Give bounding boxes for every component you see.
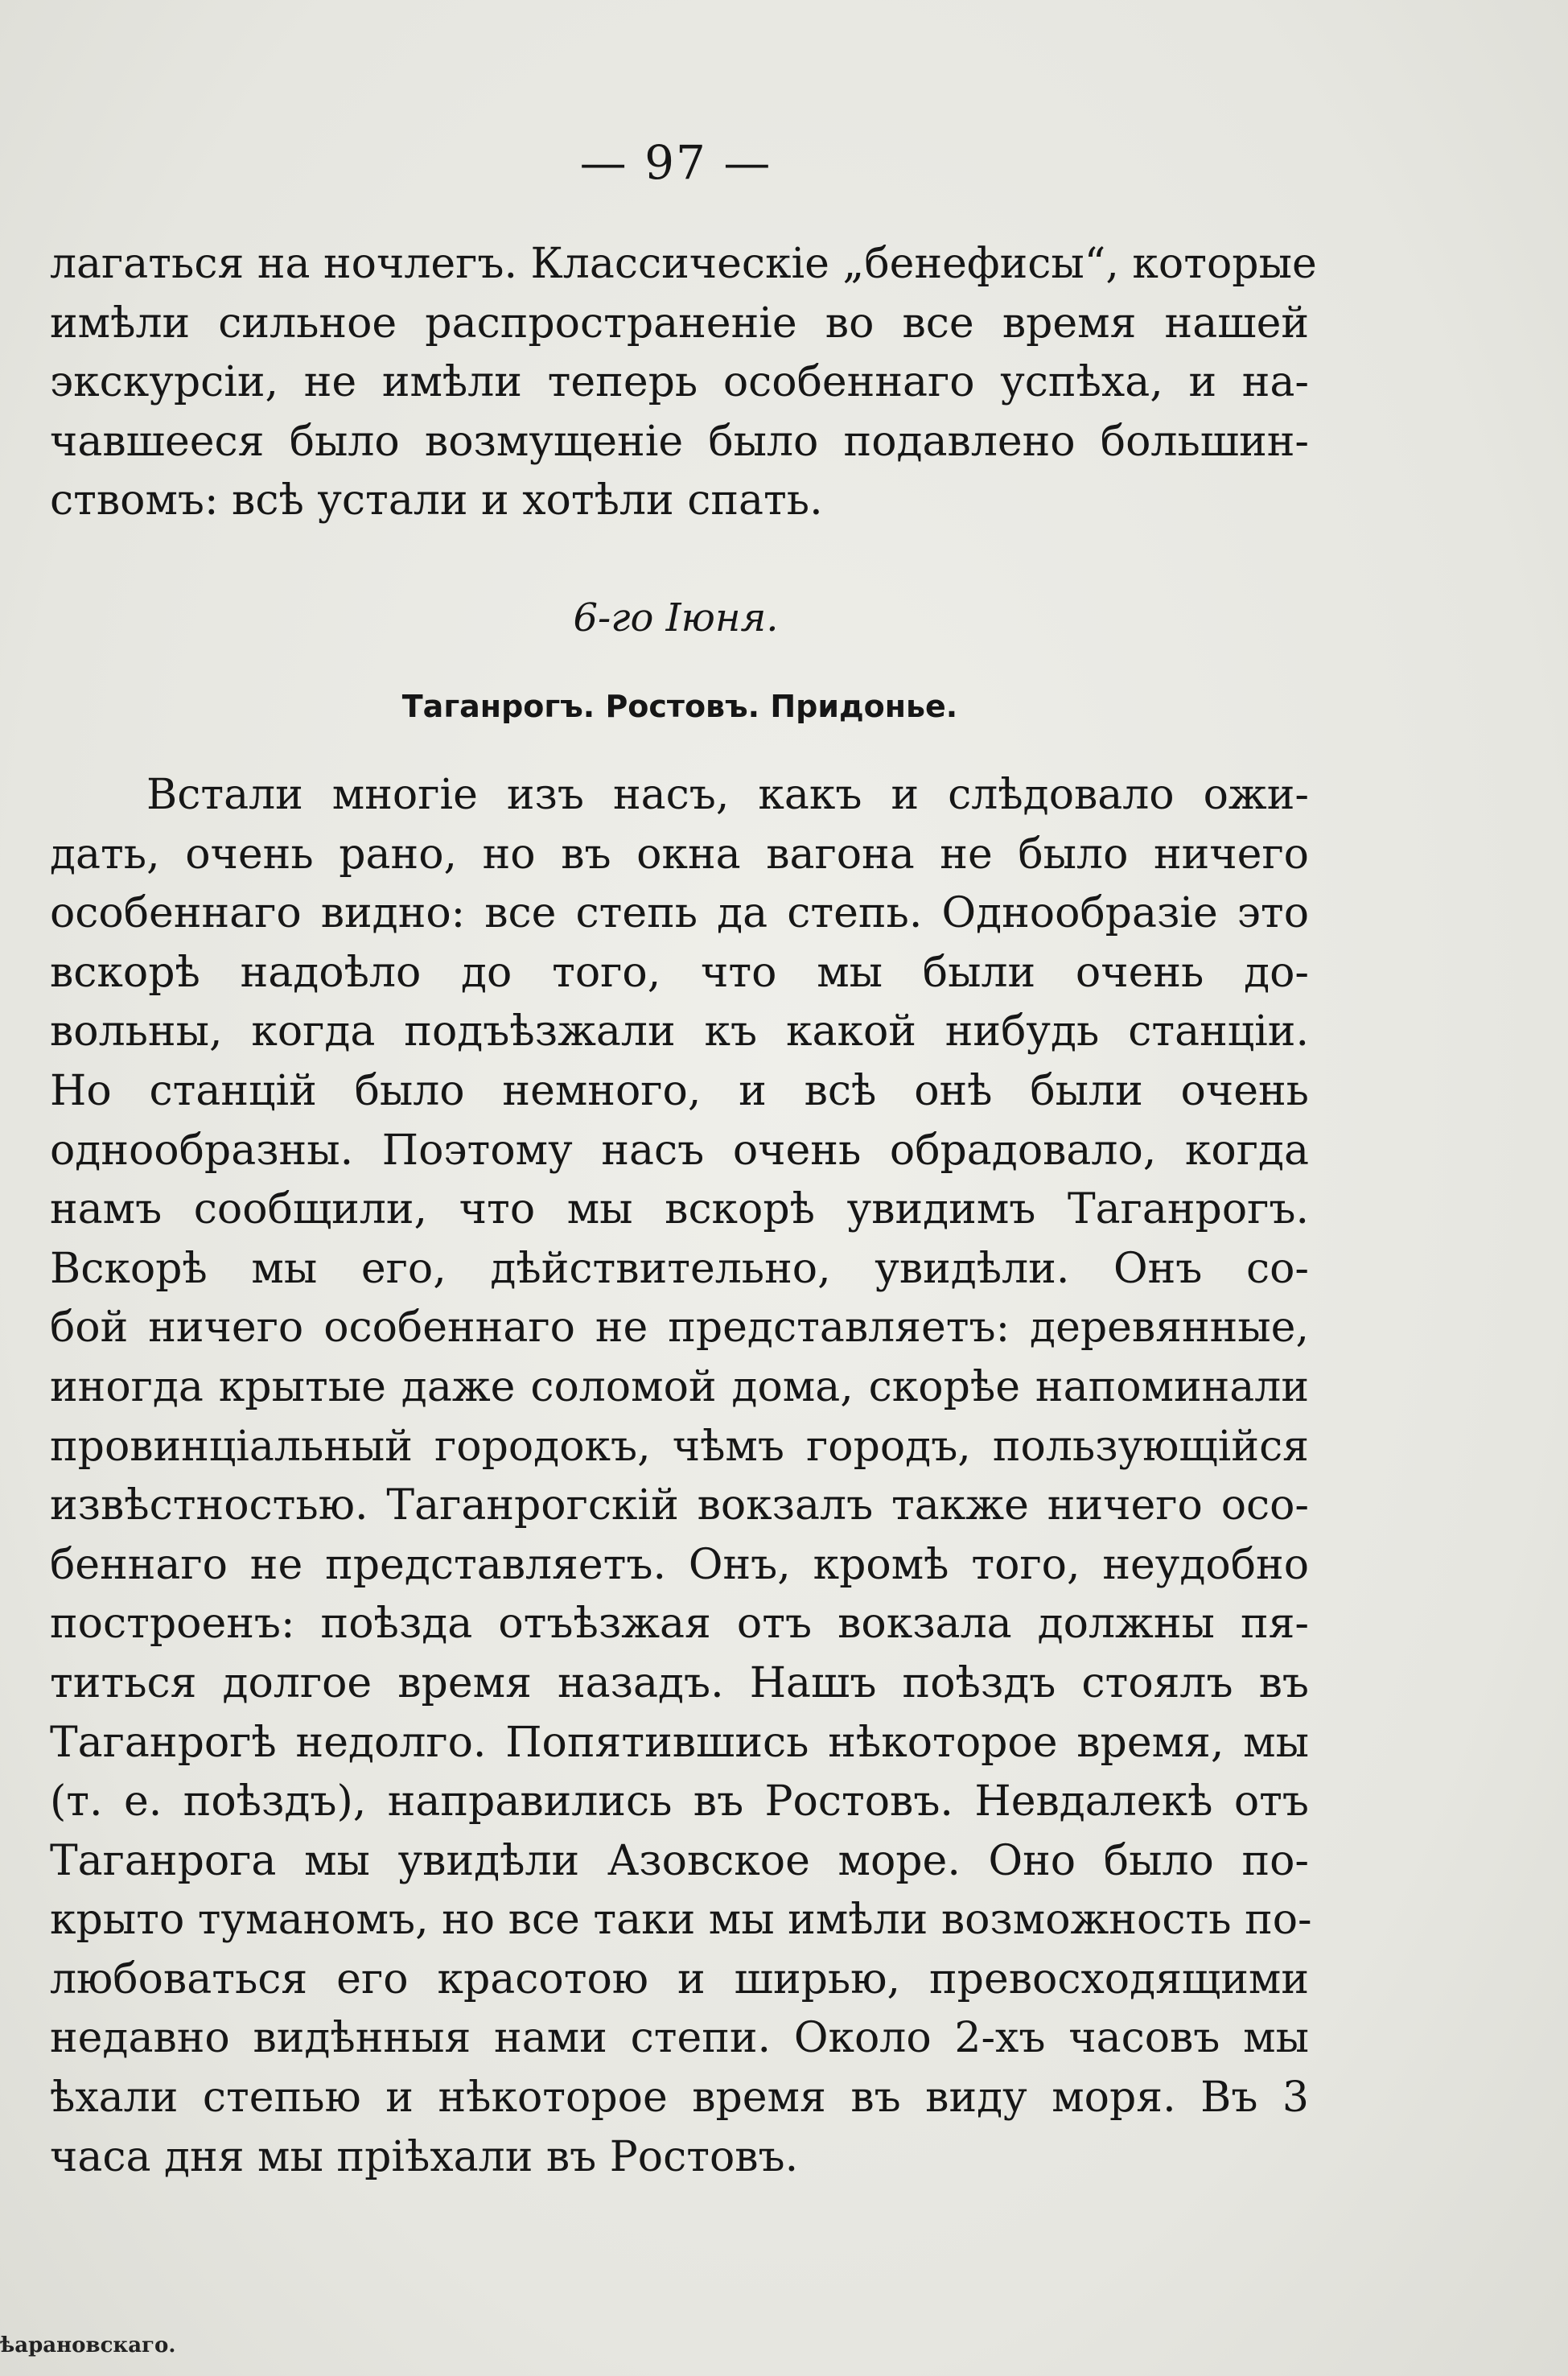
text-line: (т. е. поѣздъ), направились въ Ростовъ. Невдалекѣ отъ <box>50 1777 1309 1826</box>
page-number: — 97 — <box>579 135 772 190</box>
footer-fragment: ѣарановскаго. <box>0 2333 176 2357</box>
text-line: Но станцій было немного, и всѣ онѣ были очень <box>50 1066 1309 1115</box>
text-line: недавно видѣнныя нами степи. Около 2-хъ часовъ мы <box>50 2014 1309 2063</box>
text-line: извѣстностью. Таганрогскій вокзалъ также ничего осо- <box>50 1481 1309 1530</box>
paragraph-top <box>50 235 1317 531</box>
section-heading: Таганрогъ. Ростовъ. Придонье. <box>401 689 958 724</box>
text-line: имѣли сильное распространеніе во все время нашей <box>50 299 1309 348</box>
text-line: чавшееся было возмущеніе было подавлено большин- <box>50 417 1309 466</box>
text-line: крыто туманомъ, но все таки мы имѣли возможность по- <box>50 1896 1312 1945</box>
paragraph-main <box>50 766 1312 2187</box>
text-line: Таганрогѣ недолго. Попятившись нѣкоторое время, мы <box>50 1718 1309 1767</box>
text-line: вскорѣ надоѣло до того, что мы были очень до- <box>50 948 1309 997</box>
text-line: вольны, когда подъѣзжали къ какой нибудь станціи. <box>50 1007 1309 1056</box>
text-line: однообразны. Поэтому насъ очень обрадовало, когда <box>50 1126 1309 1175</box>
text-line: намъ сообщили, что мы вскорѣ увидимъ Таганрогъ. <box>50 1185 1309 1234</box>
text-line: иногда крытые даже соломой дома, скорѣе напоминали <box>50 1362 1309 1411</box>
text-line: Вскорѣ мы его, дѣйствительно, увидѣли. Онъ со- <box>50 1244 1309 1293</box>
text-line: провинціальный городокъ, чѣмъ городъ, пользующійся <box>50 1422 1309 1471</box>
text-line: экскурсіи, не имѣли теперь особеннаго успѣха, и на- <box>50 358 1309 407</box>
text-line: часа дня мы пріѣхали въ Ростовъ. <box>50 2132 799 2181</box>
text-line: бой ничего особеннаго не представляетъ: деревянные, <box>50 1303 1309 1353</box>
text-line: лагаться на ночлегъ. Классическіе „бенефисы“, которые <box>50 240 1317 288</box>
text-line: особеннаго видно: все степь да степь. Однообразіе это <box>50 889 1309 938</box>
text-line: дать, очень рано, но въ окна вагона не было ничего <box>50 830 1309 879</box>
date-heading: 6-го Іюня. <box>573 595 779 640</box>
text-line: построенъ: поѣзда отъѣзжая отъ вокзала должны пя- <box>50 1600 1309 1649</box>
text-line: беннаго не представляетъ. Онъ, кромѣ того, неудобно <box>50 1540 1309 1589</box>
text-line: ѣхали степью и нѣкоторое время въ виду моря. Въ 3 <box>50 2073 1309 2123</box>
text-line: Таганрога мы увидѣли Азовское море. Оно было по- <box>50 1836 1309 1885</box>
text-line: Встали многіе изъ насъ, какъ и слѣдовало ожи- <box>146 771 1309 819</box>
text-line: титься долгое время назадъ. Нашъ поѣздъ стоялъ въ <box>50 1658 1309 1707</box>
text-line: любоваться его красотою и ширью, превосходящими <box>50 1954 1309 2003</box>
text-line: ствомъ: всѣ устали и хотѣли спать. <box>50 476 823 525</box>
